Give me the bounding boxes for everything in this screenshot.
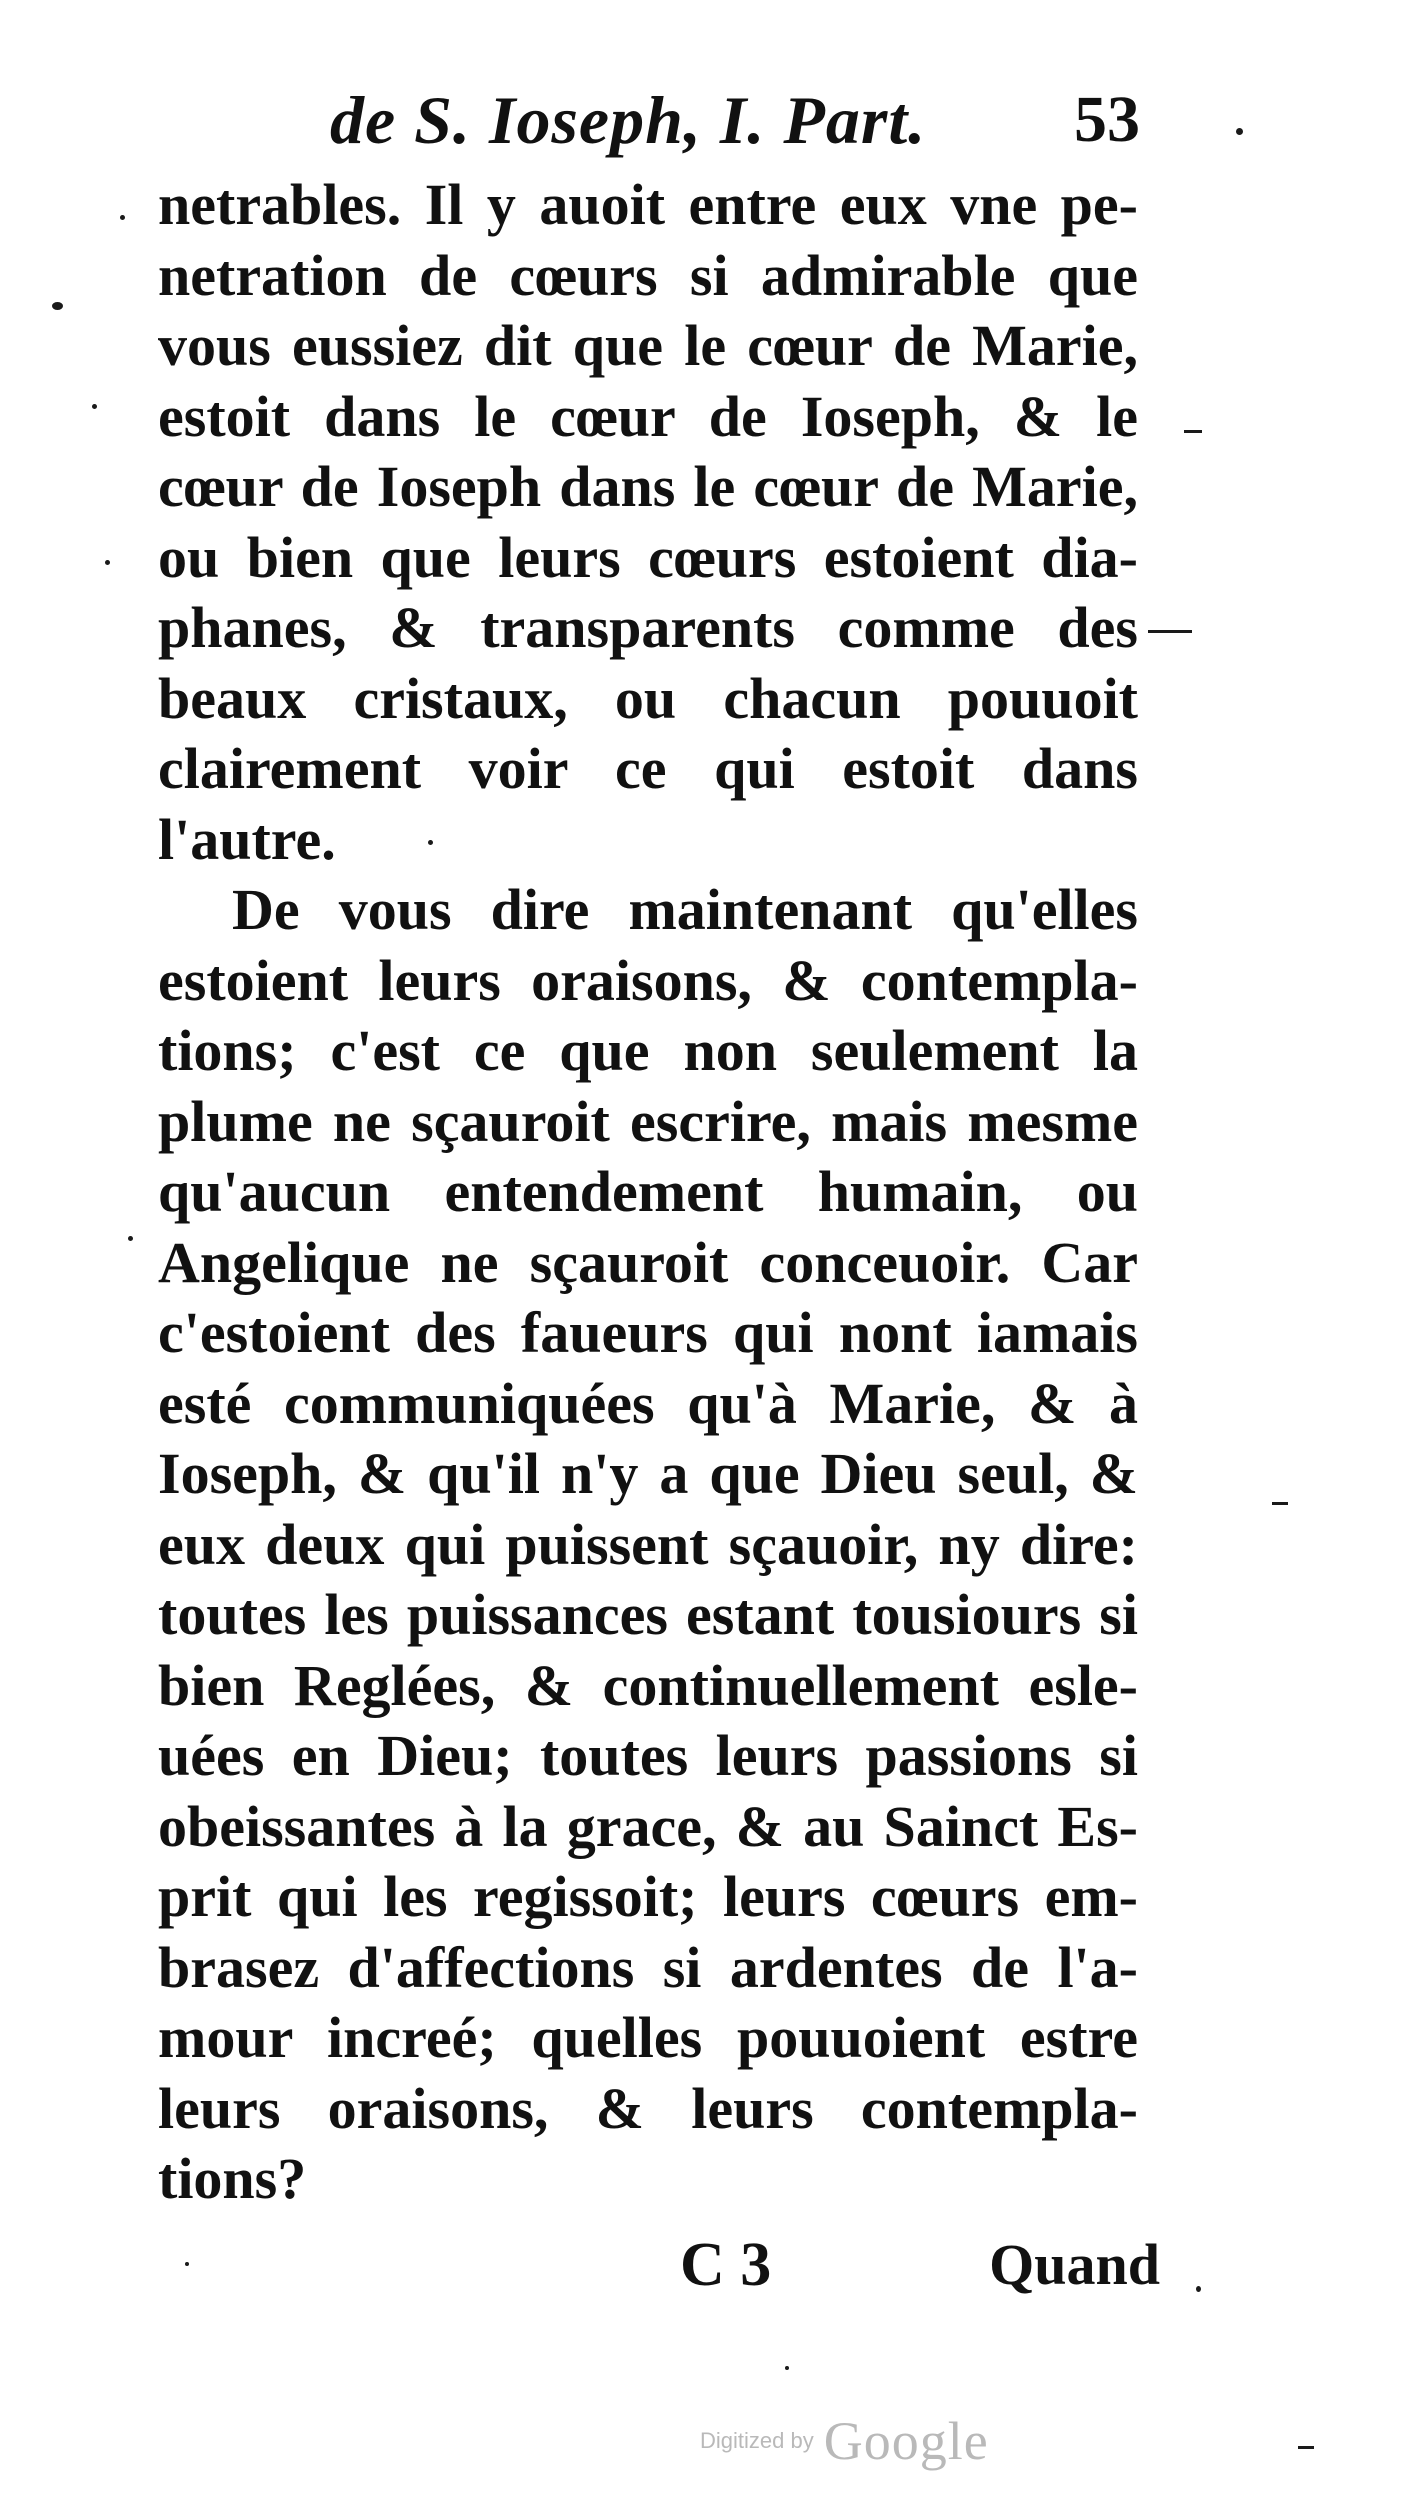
text-line: phanes, & transparents comme des	[158, 595, 1138, 660]
text-line: tions; c'est ce que non seulement la	[158, 1018, 1138, 1083]
text-line: netrables. Il y auoit entre eux vne pe-	[158, 172, 1138, 237]
scan-speck	[120, 215, 125, 220]
page-number: 53	[1074, 83, 1140, 156]
scan-mark	[1272, 1502, 1288, 1505]
page-footer	[640, 2220, 1160, 2310]
text-line: eux deux qui puissent sçauoir, ny dire:	[158, 1511, 1138, 1577]
running-head	[330, 70, 1140, 170]
text-line: uées en Dieu; toutes leurs passions si	[158, 1723, 1138, 1788]
text-line: leurs oraisons, & leurs contempla-	[158, 2075, 1138, 2141]
text-line: vous eussiez dit que le cœur de Marie,	[158, 313, 1138, 378]
scan-speck	[105, 560, 110, 565]
scan-speck	[52, 302, 63, 310]
text-line: brasez d'affections si ardentes de l'a-	[158, 1934, 1138, 2000]
text-line: plume ne sçauroit escrire, mais mesme	[158, 1088, 1138, 1154]
text-line: Angelique ne sçauroit conceuoir. Car	[158, 1229, 1138, 1295]
text-line: estoient leurs oraisons, & contempla-	[158, 947, 1138, 1013]
scan-mark	[1184, 430, 1202, 433]
text-line: netration de cœurs si admirable que	[158, 242, 1138, 308]
text-line: beaux cristaux, ou chacun pouuoit	[158, 665, 1138, 731]
text-line: clairement voir ce qui estoit dans	[158, 736, 1138, 801]
digitization-watermark	[700, 2410, 989, 2470]
text-line: esté communiquées qu'à Marie, & à	[158, 1370, 1138, 1436]
scan-mark	[1298, 2446, 1314, 2449]
watermark-prefix: Digitized by	[700, 2428, 814, 2453]
paragraph-end-line: tions?	[158, 2146, 307, 2211]
scan-mark	[1148, 630, 1192, 633]
paragraph-end-line: l'autre.	[158, 806, 336, 872]
text-line: cœur de Ioseph dans le cœur de Marie,	[158, 454, 1138, 519]
google-logo: Google	[823, 2411, 989, 2471]
scan-speck	[128, 1236, 133, 1241]
text-line: mour increé; quelles pouuoient estre	[158, 2005, 1138, 2070]
text-line: Ioseph, & qu'il n'y a que Dieu seul, &	[158, 1441, 1138, 1506]
scan-speck	[428, 840, 433, 845]
text-line: ou bien que leurs cœurs estoient dia-	[158, 524, 1138, 590]
scan-speck	[1196, 2286, 1201, 2292]
scan-speck	[785, 2366, 789, 2370]
scan-speck	[92, 404, 97, 409]
scan-speck	[185, 2262, 189, 2266]
paragraph-start-line: De vous dire maintenant qu'elles	[232, 877, 1138, 942]
body-text	[158, 170, 1138, 2215]
text-line: estoit dans le cœur de Ioseph, & le	[158, 383, 1138, 449]
text-line: prit qui les regissoit; leurs cœurs em-	[158, 1864, 1138, 1929]
scan-speck	[1236, 128, 1243, 135]
text-line: c'estoient des faueurs qui nont iamais	[158, 1300, 1138, 1365]
running-title: de S. Ioseph, I. Part.	[330, 82, 927, 158]
text-line: bien Reglées, & continuellement esle-	[158, 1652, 1138, 1718]
catchword: Quand	[989, 2232, 1160, 2297]
text-line: obeissantes à la grace, & au Sainct Es-	[158, 1793, 1138, 1859]
text-line: toutes les puissances estant tousiours si	[158, 1582, 1138, 1647]
signature-mark: C 3	[680, 2231, 772, 2299]
text-line: qu'aucun entendement humain, ou	[158, 1159, 1138, 1224]
